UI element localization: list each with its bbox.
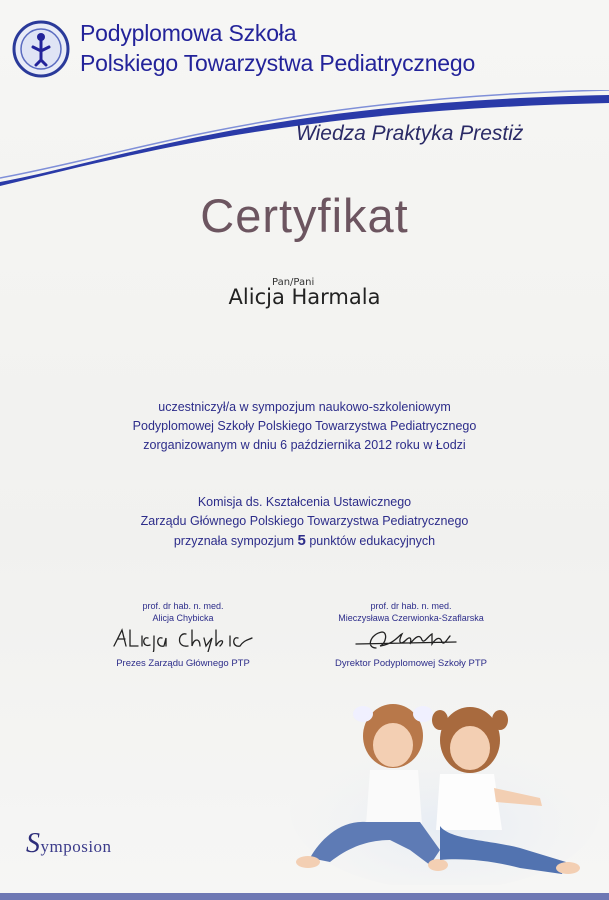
certificate-title: Certyfikat xyxy=(200,189,409,242)
points-line xyxy=(0,531,609,551)
signatory-title: prof. dr hab. n. med. xyxy=(370,601,452,611)
motto: Wiedza Praktyka Prestiż xyxy=(296,122,524,145)
statement-line: Zarządu Głównego Polskiego Towarzystwa Pediatrycznego xyxy=(140,514,469,528)
signatory-name: Mieczysława Czerwionka-Szaflarska xyxy=(338,613,484,623)
points-suffix: punktów edukacyjnych xyxy=(309,534,436,548)
organization-name-line2: Polskiego Towarzystwa Pediatrycznego xyxy=(80,50,476,76)
handwritten-signature-right xyxy=(336,626,486,652)
statement-line: uczestniczył/a w sympozjum naukowo-szkoleniowym xyxy=(158,400,451,414)
symposion-rest: ymposion xyxy=(40,837,112,856)
ptp-emblem-icon xyxy=(12,20,70,78)
points-statement xyxy=(0,493,609,551)
organization-name-line1: Podyplomowa Szkoła xyxy=(80,20,297,46)
salutation: Pan/Pani xyxy=(272,277,315,288)
bottom-border xyxy=(0,893,609,900)
symposion-initial: S xyxy=(26,828,41,859)
signatory-role: Prezes Zarządu Głównego PTP xyxy=(116,658,250,669)
participation-statement xyxy=(0,398,609,455)
signatory-right xyxy=(311,600,511,670)
signatory-name: Alicja Chybicka xyxy=(152,613,214,623)
signatory-left xyxy=(83,600,283,670)
signatory-role: Dyrektor Podyplomowej Szkoły PTP xyxy=(334,658,488,669)
points-prefix: przyznała sympozjum xyxy=(173,534,295,548)
symposion-logo xyxy=(26,828,112,860)
statement-line: Komisja ds. Kształcenia Ustawicznego xyxy=(197,495,412,509)
handwritten-signature-left xyxy=(108,626,258,652)
recipient-name: Alicja Harmala xyxy=(228,285,381,309)
children-photo xyxy=(290,690,600,885)
statement-line: Podyplomowej Szkoły Polskiego Towarzystwa Pediatrycznego xyxy=(132,419,477,433)
statement-line: zorganizowanym w dniu 6 października 2012 roku w Łodzi xyxy=(143,438,466,452)
points-value: 5 xyxy=(297,532,306,549)
signatory-title: prof. dr hab. n. med. xyxy=(142,601,224,611)
symposion-wordmark xyxy=(26,828,112,860)
